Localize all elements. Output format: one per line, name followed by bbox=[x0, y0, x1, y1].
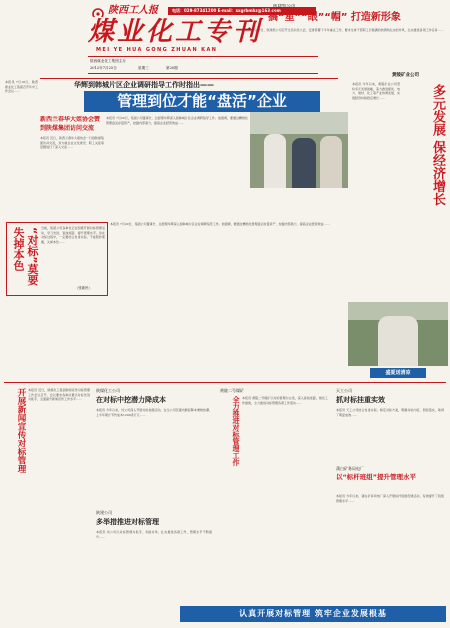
publish-week: 星期三 bbox=[138, 66, 149, 70]
lower-article-6-title: 以“标杆班组”提升管理水平 bbox=[336, 473, 417, 481]
top-article bbox=[238, 2, 448, 60]
lower-article-1-body: 本报讯 近日，陕煤化工集团新闻宣传对标管理工作会议召开，会议要求各单位要以对标先进为抓手，全面提升新闻宣传工作水平…… bbox=[28, 388, 90, 402]
commentary-box bbox=[6, 222, 108, 296]
lower-article-4-body: 本报讯 黄陵二号煤矿以对标管理为主线，深入查找差距，细化工作措施，全力推进对标管理各项工作落实…… bbox=[242, 396, 328, 405]
wheel-logo-icon bbox=[92, 5, 104, 17]
main-article-title: 管理到位才能“盘活”企业 bbox=[117, 92, 287, 110]
contact-line: 电话：029-87341200 E-mail：sxgrbmhz@163.com bbox=[168, 7, 316, 15]
lower-article-5-kicker: 天工公司 bbox=[336, 388, 352, 393]
lower-article-6 bbox=[334, 466, 446, 596]
lower-article-2-body: 本报讯 今年以来，该公司深入开展对标挖潜活动，在全公司范围内掀起降本增效热潮，上半年累计节约成本1200余万元…… bbox=[96, 408, 212, 417]
publish-date: 2012年7月25日 bbox=[90, 66, 117, 70]
lower-article-3-title: 多举措推进对标管理 bbox=[96, 518, 159, 526]
photo-caption bbox=[370, 368, 426, 378]
lower-article-2-title: 在对标中挖潜力降成本 bbox=[96, 396, 166, 404]
right-feature-body: 本报讯 今年以来，黄陵矿业公司坚持多元发展战略，着力推进煤炭、电力、建材、化工等产业协调发展，实现经济持续稳定增长…… bbox=[352, 82, 400, 100]
commentary-title: “对标”莫要失掉本色 bbox=[12, 227, 39, 286]
center-body-continued: 本报讯 7月20日，集团公司董事长、总经理华辉深入到韩城片区企业调研指导工作。他强调，要通过精细化管理盘活存量资产，挖掘内部潜力，提高企业经营效益…… bbox=[110, 222, 330, 226]
photo2-figure bbox=[378, 316, 418, 366]
issue-number: 第20期 bbox=[166, 66, 178, 70]
lower-article-2-kicker: 陕煤化工公司 bbox=[96, 388, 120, 393]
lower-article-2 bbox=[94, 386, 214, 506]
bottom-banner-text: 认真开展对标管理 筑牢企业发展根基 bbox=[239, 609, 387, 618]
photo-figure-1 bbox=[264, 134, 286, 188]
lower-article-4-kicker: 黄陵二号煤矿 bbox=[220, 388, 244, 393]
lower-section-rule bbox=[4, 382, 446, 383]
edition-line: 陕西煤业化工集团主办 bbox=[90, 59, 126, 63]
lower-article-3-body: 本报讯 该公司以对标管理为抓手，多措并举，扎实推进各项工作，管理水平不断提升…… bbox=[96, 530, 212, 539]
lower-article-5-body: 本报讯 天工公司结合自身实际，制定对标方案，明确对标内容，狠抓落实，取得了明显成效…… bbox=[336, 408, 444, 417]
lower-article-3-kicker: 陕建公司 bbox=[96, 510, 112, 515]
lower-article-1-title: 开展新闻宣传对标管理 bbox=[16, 388, 26, 473]
photo-figure-3 bbox=[320, 136, 342, 188]
top-article-kicker: 陕建机公司 bbox=[273, 4, 296, 9]
mid-left-title: 新西兰春华大姐协会赞 到陕煤集团访问交流 bbox=[40, 116, 101, 132]
commentary-byline: （张新民） bbox=[75, 286, 92, 290]
lower-article-5 bbox=[334, 386, 446, 462]
main-article-body: 本报讯 7月20日，集团公司董事长、总经理华辉深入到韩城片区企业调研指导工作。他强调，要通过精细化管理盘活存量资产，挖掘内部潜力，提高企业经营效益…… bbox=[106, 116, 248, 125]
summer-photo bbox=[348, 302, 448, 366]
right-feature-title: 多元发展 保经济增长 bbox=[430, 84, 445, 206]
lower-article-1 bbox=[4, 386, 90, 596]
main-photo bbox=[250, 112, 348, 188]
lower-article-4-title: 全力推进对标管理工作 bbox=[232, 396, 240, 466]
brief-left: 本报讯 7月18日，陕西煤业化工集团召开年中工作会议…… bbox=[5, 80, 38, 94]
photo-caption-text: 盛夏送清凉 bbox=[385, 370, 411, 376]
right-feature-kicker: 黄陵矿业公司 bbox=[392, 73, 419, 78]
lower-article-6-kicker: 蒲白矿务局电厂 bbox=[336, 466, 364, 471]
mid-left-article bbox=[40, 116, 104, 218]
bottom-banner bbox=[180, 606, 446, 622]
main-headline-banner bbox=[84, 91, 320, 112]
top-article-body: 本报讯 7月17日，陕建机公司召开全员动员大会，安排部署下半年重点工作，要求全体干部职工以饱满的热情和扎实的作风，扎实推进各项工作任务…… bbox=[242, 28, 444, 32]
photo-figure-2 bbox=[292, 138, 316, 188]
mid-left-body: 本报讯 近日，新西兰春华大姐协会一行到陕煤集团访问交流，双方就企业文化建设、职工关爱等话题进行了深入交流…… bbox=[40, 136, 104, 150]
right-feature bbox=[352, 72, 448, 302]
lower-article-3 bbox=[94, 510, 214, 596]
masthead-pinyin: MEI YE HUA GONG ZHUAN KAN bbox=[96, 47, 218, 53]
brand-name: 陕西工人报 bbox=[108, 5, 158, 16]
commentary-body: 当前，集团公司各单位正在积极开展对标管理活动，学习先进、查找差距、提升管理水平。但在对标过程中，一定要结合自身实际，不能照抄照搬，失掉本色…… bbox=[41, 226, 105, 244]
photo-sky bbox=[250, 112, 348, 134]
masthead-title: 煤业化工专刊 bbox=[88, 17, 263, 47]
lower-article-5-title: 抓对标挂重实效 bbox=[336, 396, 385, 404]
main-top-rule bbox=[40, 78, 338, 79]
lower-article-4 bbox=[218, 386, 330, 596]
lower-article-6-body: 本报讯 今年以来，蒲白矿务局电厂深入开展标杆班组创建活动，有效提升了班组管理水平…… bbox=[336, 494, 444, 503]
main-article-kicker: 华辉到韩城片区企业调研指导工作时指出—— bbox=[74, 81, 214, 89]
top-article-title: 搞“星”“眼”“帽” 打造新形象 bbox=[268, 12, 401, 23]
